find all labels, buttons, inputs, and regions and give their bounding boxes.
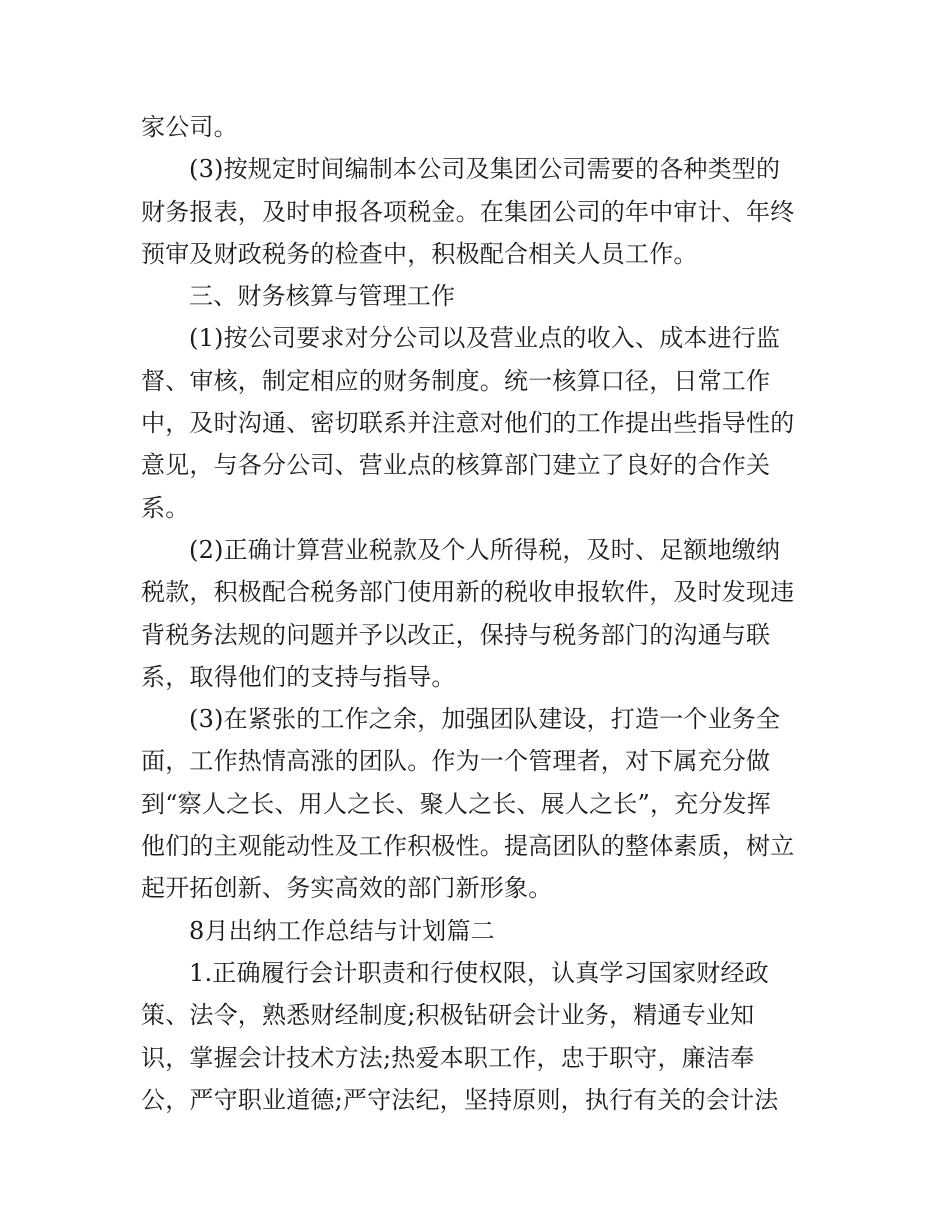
- text-line: 预审及财政税务的检查中，积极配合相关人员工作。: [141, 239, 698, 268]
- text-line: (3)在紧张的工作之余，加强团队建设，打造一个业务全: [189, 705, 781, 734]
- section-heading: 8月出纳工作总结与计划篇二: [189, 916, 495, 945]
- text-line: 系，取得他们的支持与指导。: [141, 662, 456, 691]
- text-line: 识，掌握会计技术方法;热爱本职工作，忠于职守，廉洁奉: [141, 1043, 755, 1072]
- text-line: 1.正确履行会计职责和行使权限，认真学习国家财经政: [189, 958, 769, 987]
- text-line: 面，工作热情高涨的团队。作为一个管理者，对下属充分做: [141, 747, 771, 776]
- section-heading: 三、财务核算与管理工作: [189, 282, 456, 311]
- text-line: 中，及时沟通、密切联系并注意对他们的工作提出些指导性的: [141, 409, 795, 438]
- text-line: 到“察人之长、用人之长、聚人之长、展人之长”，充分发挥: [141, 789, 771, 818]
- text-line: 督、审核，制定相应的财务制度。统一核算口径，日常工作: [141, 366, 771, 395]
- text-line: 税款，积极配合税务部门使用新的税收申报软件，及时发现违: [141, 578, 795, 607]
- text-line: (2)正确计算营业税款及个人所得税，及时、足额地缴纳: [189, 535, 781, 564]
- text-line: 家公司。: [141, 113, 238, 141]
- text-line: 公，严守职业道德;严守法纪，坚持原则，执行有关的会计法: [141, 1085, 779, 1114]
- text-line: 策、法令，熟悉财经制度;积极钻研会计业务，精通专业知: [141, 1001, 755, 1030]
- text-line: 背税务法规的问题并予以改正，保持与税务部门的沟通与联: [141, 620, 771, 649]
- text-line: 系。: [141, 493, 190, 522]
- text-line: (3)按规定时间编制本公司及集团公司需要的各种类型的: [189, 155, 781, 184]
- text-line: 财务报表，及时申报各项税金。在集团公司的年中审计、年终: [141, 197, 795, 226]
- text-line: 意见，与各分公司、营业点的核算部门建立了良好的合作关: [141, 451, 771, 480]
- text-line: (1)按公司要求对分公司以及营业点的收入、成本进行监: [189, 324, 781, 353]
- document-body: [141, 106, 813, 1121]
- text-line: 起开拓创新、务实高效的部门新形象。: [141, 874, 553, 903]
- text-line: 他们的主观能动性及工作积极性。提高团队的整体素质，树立: [141, 832, 795, 861]
